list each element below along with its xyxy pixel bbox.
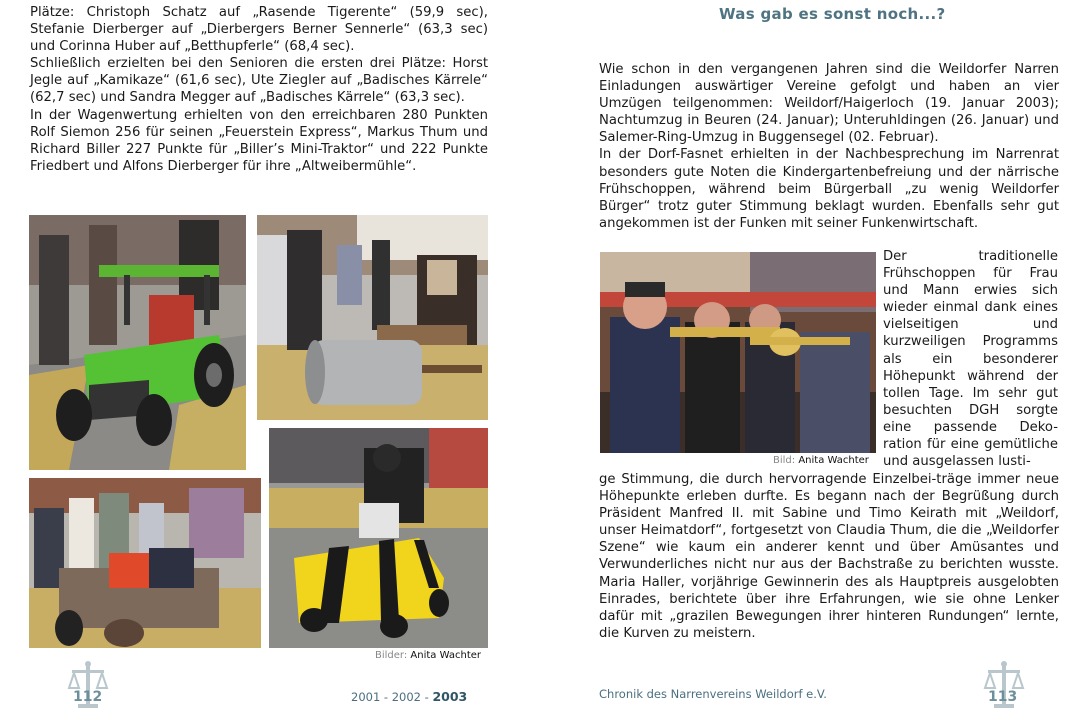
paragraph: Wie schon in den vergangenen Jahren sind die Weildorfer Narren Einladungen auswärtiger Vereine gefolgt und haben an vier Umzügen teilgenommen: Weildorf/Haigerloch (19. Januar 2003); Nachtumzug in Beuren (24. Januar); Unteruhldingen (26. Januar) und Salemer-Ring-Umzug in Buggensegel (02. Februar). — [599, 62, 1059, 146]
paragraph: ge Stimmung, die durch hervorragende Einzelbei-träge immer neue Höhepunkte erleben durfte. Es begann nach der Begrüßung durch Präsident Manfred II. mit Sabine und Timo Keirath mit „Weildorf, unser Heimatdorf“, fortgesetzt von Claudia Thum, die die „Weildorfer Szene“ wie kaum ein anderer kennt und über Amüsantes und Verwunderliches nicht nur aus der Bachstraße zu berichten wusste. Maria Haller, vorjährige Gewinnerin des als Hauptpreis ausgelobten Einrades, berichtete über ihre Erfahrungen, wie sie ohne Lenker dafür mit „grazilen Bewegungen ihrer hinteren Rundungen“ lernte, die Kurven zu meistern. — [599, 472, 1059, 641]
photo-credit-right — [773, 455, 869, 466]
photo-credit-left — [375, 650, 481, 661]
paragraph: Der traditionelle Frühschoppen für Frau und Mann erwies sich wieder einmal dank eines vielseitigen und kurzweiligen Programms als ein besonderer Höhepunkt während der tollen Tage. Im sehr gut besuchten DGH sorgte eine passende Deko-ration für eine gemütliche und ausgelassen lusti- — [883, 249, 1058, 470]
footer-chronicle-title: Chronik des Narrenvereins Weildorf e.V. — [599, 687, 827, 701]
paragraph: In der Dorf-Fasnet erhielten in der Nachbesprechung im Narrenrat besonders gute Noten die Kindergartenbefreiung und der närrische Frühschoppen, während beim Bürgerball „zu wenig Weildorfer Bürger“ trotz guter Stimmung beklagt wurden. Ebenfalls sehr gut angekommen ist der Funken mit seiner Funkenwirtschaft. — [599, 147, 1059, 231]
caption-label: Bild: — [773, 455, 796, 466]
photo-barrel-wagon — [257, 215, 488, 420]
footer-year-current: 2003 — [432, 689, 468, 704]
page-number-right: 113 — [988, 689, 1018, 705]
paragraph: In der Wagenwertung erhielten von den erreichbaren 280 Punkten Rolf Siemon 256 für seinen „Feuerstein Express“, Markus Thum und Richard Biller 227 Punkte für „Biller’s Mini-Traktor“ und 222 Punkte Friedbert und Alfons Dierberger für ihre „Altweibermühle“. — [30, 107, 488, 174]
paragraph: Plätze: Christoph Schatz auf „Rasende Tigerente“ (59,9 sec), Stefanie Dierberger auf „Dierbergers Berner Sennerle“ (63,3 sec) und Corinna Huber auf „Betthupferle“ (68,4 sec). — [30, 5, 488, 55]
photo-green-tractor — [29, 215, 246, 470]
photo-tiger-car — [269, 428, 488, 648]
right-text-bottom — [599, 471, 1059, 642]
section-heading: Was gab es sonst noch...? — [719, 5, 946, 23]
right-text-top — [599, 61, 1059, 232]
page-number-left: 112 — [73, 689, 103, 705]
left-text-block — [30, 4, 488, 175]
right-page — [545, 0, 1090, 727]
caption-label: Bilder: — [375, 650, 408, 661]
photo-pull-cart — [29, 478, 261, 648]
footer-years-text: 2001 - 2002 - — [351, 690, 433, 704]
right-side-text — [883, 248, 1058, 470]
photo-brass-musicians — [600, 252, 876, 453]
caption-name: Anita Wachter — [798, 455, 869, 466]
footer-years — [351, 689, 467, 704]
caption-name: Anita Wachter — [410, 650, 482, 661]
paragraph: Schließlich erzielten bei den Senioren die ersten drei Plätze: Horst Jegle auf „Kamikaze“ (61,6 sec), Ute Ziegler auf „Badisches Kärrele“ (62,7 sec) und Sandra Megger auf „Badisches Kärrele“ (63,3 sec). — [30, 56, 488, 106]
